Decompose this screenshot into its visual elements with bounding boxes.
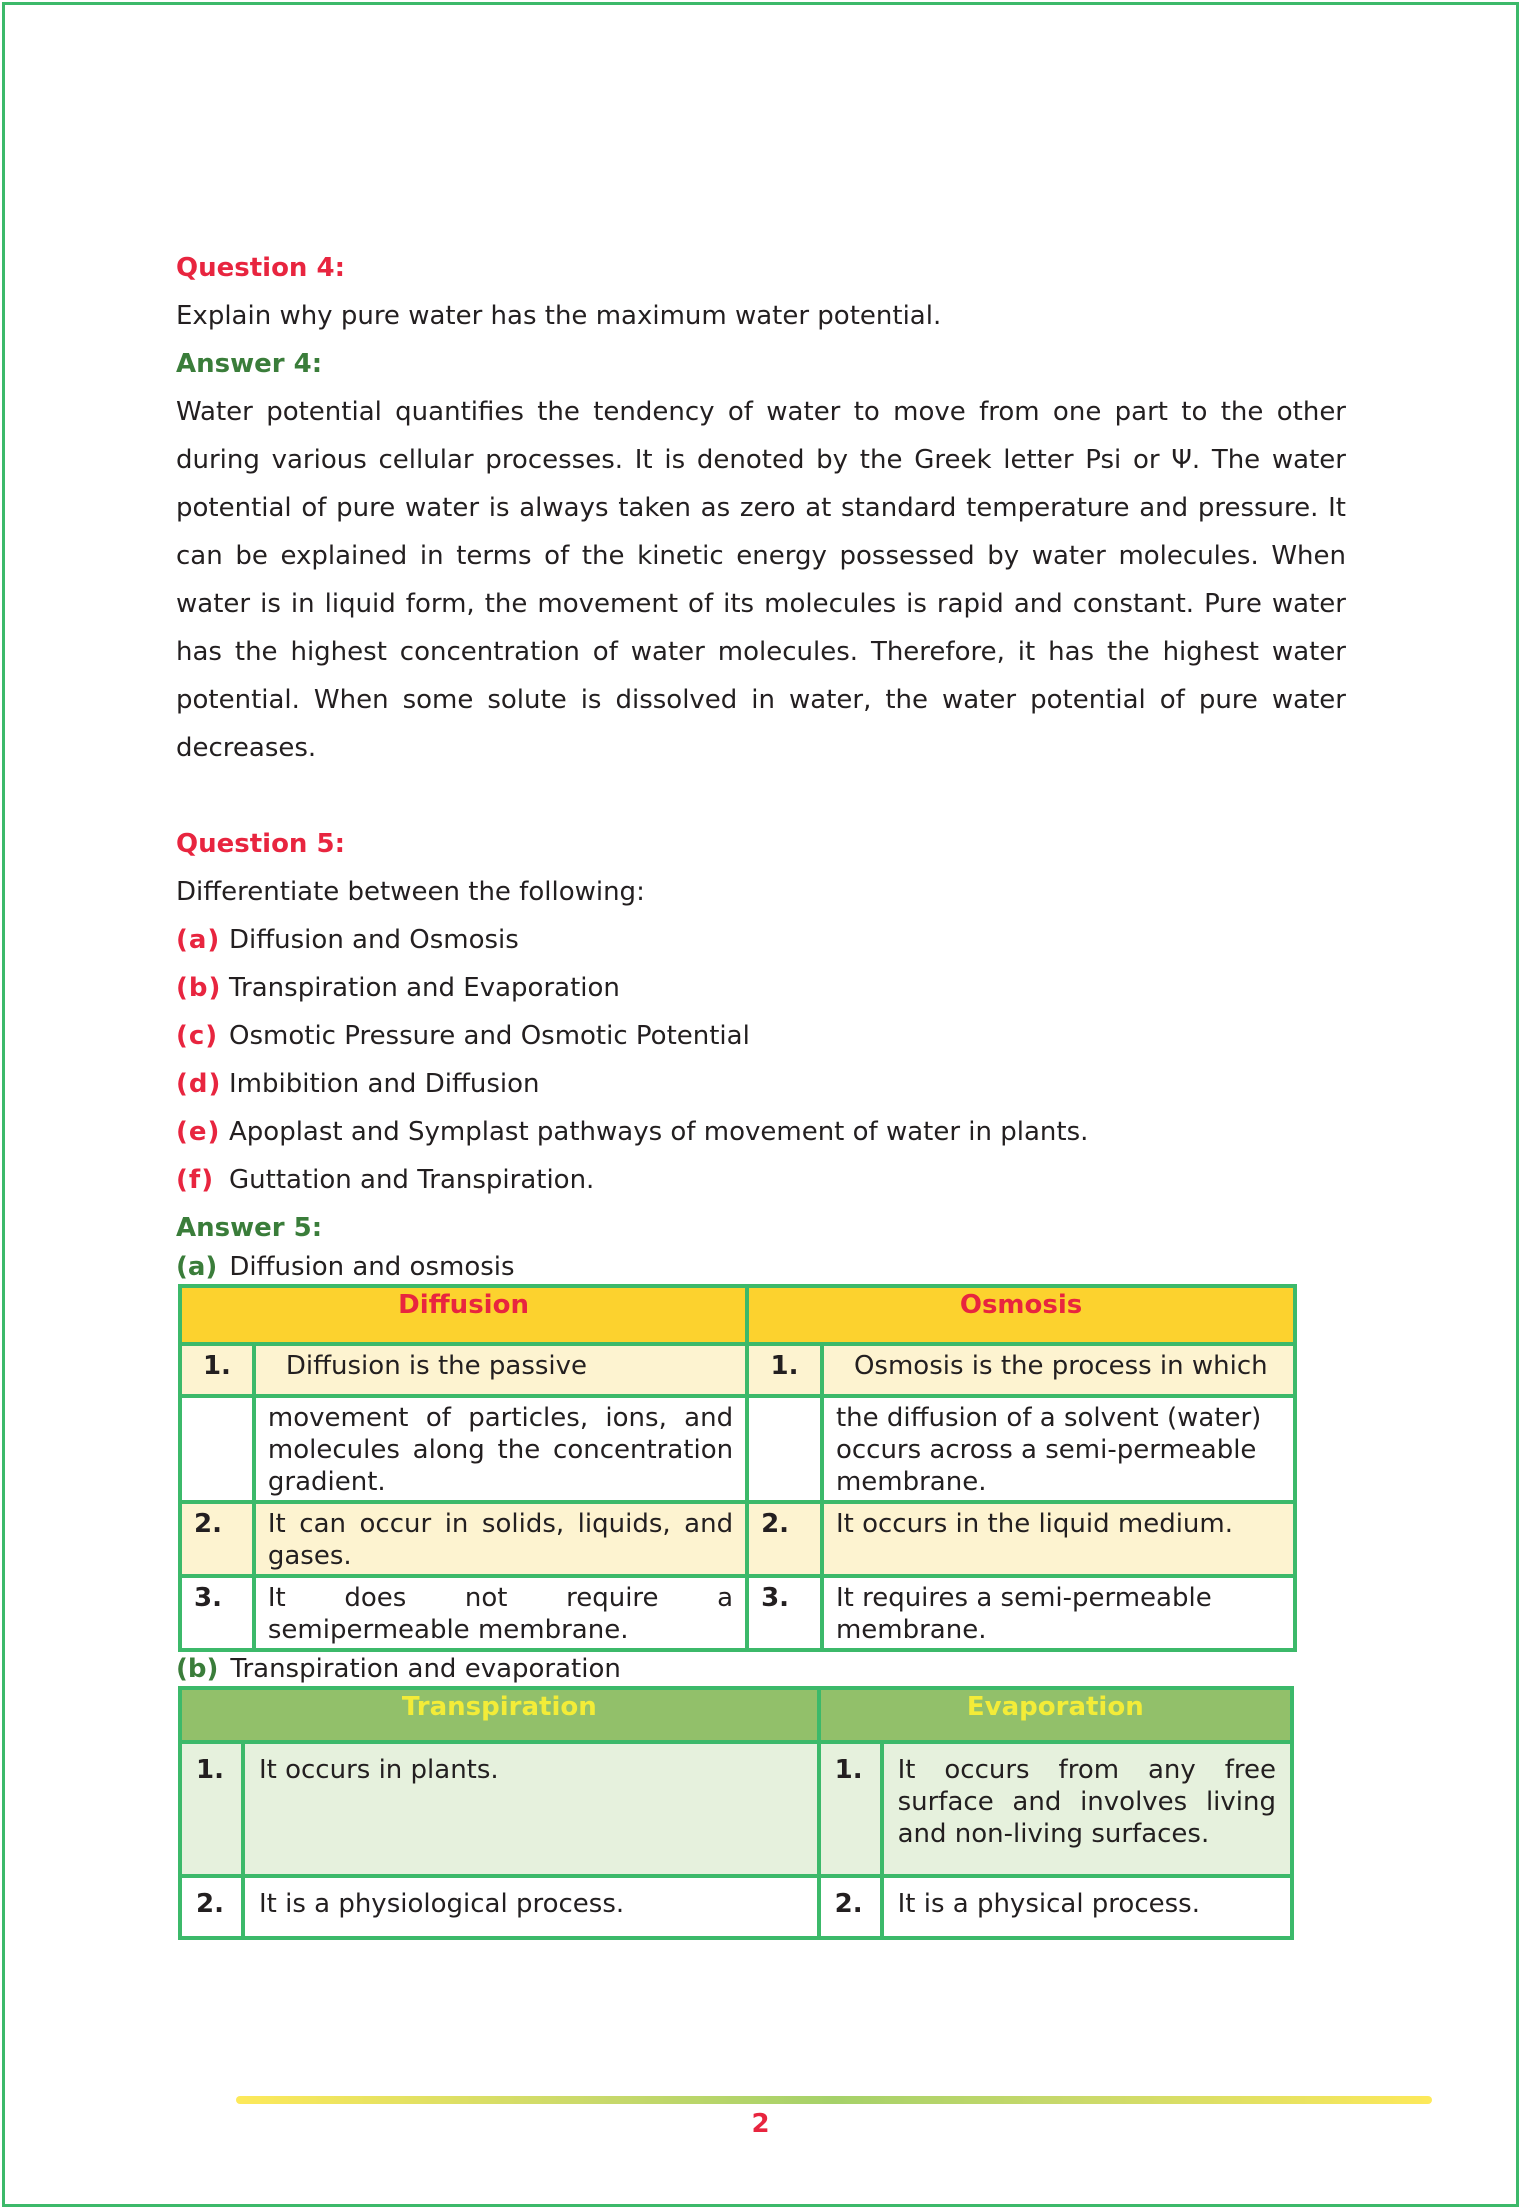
table-row xyxy=(180,1344,1295,1396)
row-number xyxy=(747,1396,822,1502)
option-f xyxy=(176,1156,1346,1204)
option-letter: (c) xyxy=(176,1021,219,1051)
option-text: Imbibition and Diffusion xyxy=(229,1069,540,1099)
spacer xyxy=(176,772,1346,820)
option-c xyxy=(176,1012,1346,1060)
table-header-row xyxy=(180,1286,1295,1344)
osmosis-cell: It requires a semi-permeable membrane. xyxy=(822,1576,1295,1650)
question-5-title: Question 5: xyxy=(176,829,345,859)
table-b-caption xyxy=(176,1652,1346,1686)
answer-5-title: Answer 5: xyxy=(176,1213,323,1243)
row-number: 3. xyxy=(180,1576,254,1650)
row-number: 1. xyxy=(747,1344,822,1396)
table-row xyxy=(180,1502,1295,1576)
diffusion-cell: movement of particles, ions, and molecules along the concentration gradient. xyxy=(254,1396,747,1502)
option-letter: (e) xyxy=(176,1117,221,1147)
option-b xyxy=(176,964,1346,1012)
row-number: 2. xyxy=(819,1876,882,1938)
option-letter: (a) xyxy=(176,925,221,955)
table-row xyxy=(180,1876,1292,1938)
question-4-text: Explain why pure water has the maximum water potential. xyxy=(176,301,942,331)
caption-letter: (b) xyxy=(176,1654,219,1684)
row-number: 1. xyxy=(180,1742,243,1876)
option-letter: (b) xyxy=(176,973,222,1003)
question-5-text: Differentiate between the following: xyxy=(176,877,645,907)
row-number: 2. xyxy=(180,1876,243,1938)
table-header-row xyxy=(180,1688,1292,1742)
diffusion-cell: Diffusion is the passive xyxy=(254,1344,747,1396)
option-text: Osmotic Pressure and Osmotic Potential xyxy=(229,1021,750,1051)
table-row xyxy=(180,1576,1295,1650)
page-number: 2 xyxy=(751,2109,770,2139)
row-number xyxy=(180,1396,254,1502)
caption-letter: (a) xyxy=(176,1252,218,1282)
table-row xyxy=(180,1396,1295,1502)
option-a xyxy=(176,916,1346,964)
row-number: 1. xyxy=(180,1344,254,1396)
osmosis-cell: the diffusion of a solvent (water) occurs across a semi-permeable membrane. xyxy=(822,1396,1295,1502)
transpiration-cell: It is a physiological process. xyxy=(243,1876,819,1938)
question-4-title: Question 4: xyxy=(176,253,345,283)
answer-4-text: Water potential quantifies the tendency of water to move from one part to the other during various cellular processes. It is denoted by the Greek letter Psi or Ψ. The water potential of pure water is always taken as zero at standard temperature and pressure. It can be explained in terms of the kinetic energy possessed by water molecules. When water is in liquid form, the movement of its molecules is rapid and constant. Pure water has the highest concentration of water molecules. Therefore, it has the highest water potential. When some solute is dissolved in water, the water potential of pure water decreases. xyxy=(176,397,1346,763)
option-text: Guttation and Transpiration. xyxy=(229,1165,595,1195)
option-text: Transpiration and Evaporation xyxy=(229,973,620,1003)
transpiration-cell: It occurs in plants. xyxy=(243,1742,819,1876)
option-e xyxy=(176,1108,1346,1156)
footer-divider xyxy=(236,2096,1432,2104)
header-osmosis: Osmosis xyxy=(747,1286,1295,1344)
evaporation-cell: It is a physical process. xyxy=(882,1876,1292,1938)
diffusion-cell: It can occur in solids, liquids, and gases. xyxy=(254,1502,747,1576)
evaporation-cell: It occurs from any free surface and involves living and non-living surfaces. xyxy=(882,1742,1292,1876)
row-number: 2. xyxy=(747,1502,822,1576)
diffusion-cell: It does not require a semipermeable membrane. xyxy=(254,1576,747,1650)
osmosis-cell: It occurs in the liquid medium. xyxy=(822,1502,1295,1576)
caption-text: Diffusion and osmosis xyxy=(229,1252,515,1282)
page-content xyxy=(176,244,1346,1940)
table-a-caption xyxy=(176,1250,1346,1284)
row-number: 3. xyxy=(747,1576,822,1650)
table-row xyxy=(180,1742,1292,1876)
option-letter: (f) xyxy=(176,1165,215,1195)
diffusion-osmosis-table xyxy=(178,1284,1297,1652)
row-number: 2. xyxy=(180,1502,254,1576)
header-evaporation: Evaporation xyxy=(819,1688,1292,1742)
transpiration-evaporation-table xyxy=(178,1686,1294,1940)
option-letter: (d) xyxy=(176,1069,222,1099)
option-text: Apoplast and Symplast pathways of movement of water in plants. xyxy=(229,1117,1089,1147)
osmosis-cell: Osmosis is the process in which xyxy=(822,1344,1295,1396)
answer-4-title: Answer 4: xyxy=(176,349,323,379)
header-transpiration: Transpiration xyxy=(180,1688,819,1742)
row-number: 1. xyxy=(819,1742,882,1876)
option-text: Diffusion and Osmosis xyxy=(229,925,519,955)
option-d xyxy=(176,1060,1346,1108)
header-diffusion: Diffusion xyxy=(180,1286,747,1344)
caption-text: Transpiration and evaporation xyxy=(230,1654,621,1684)
